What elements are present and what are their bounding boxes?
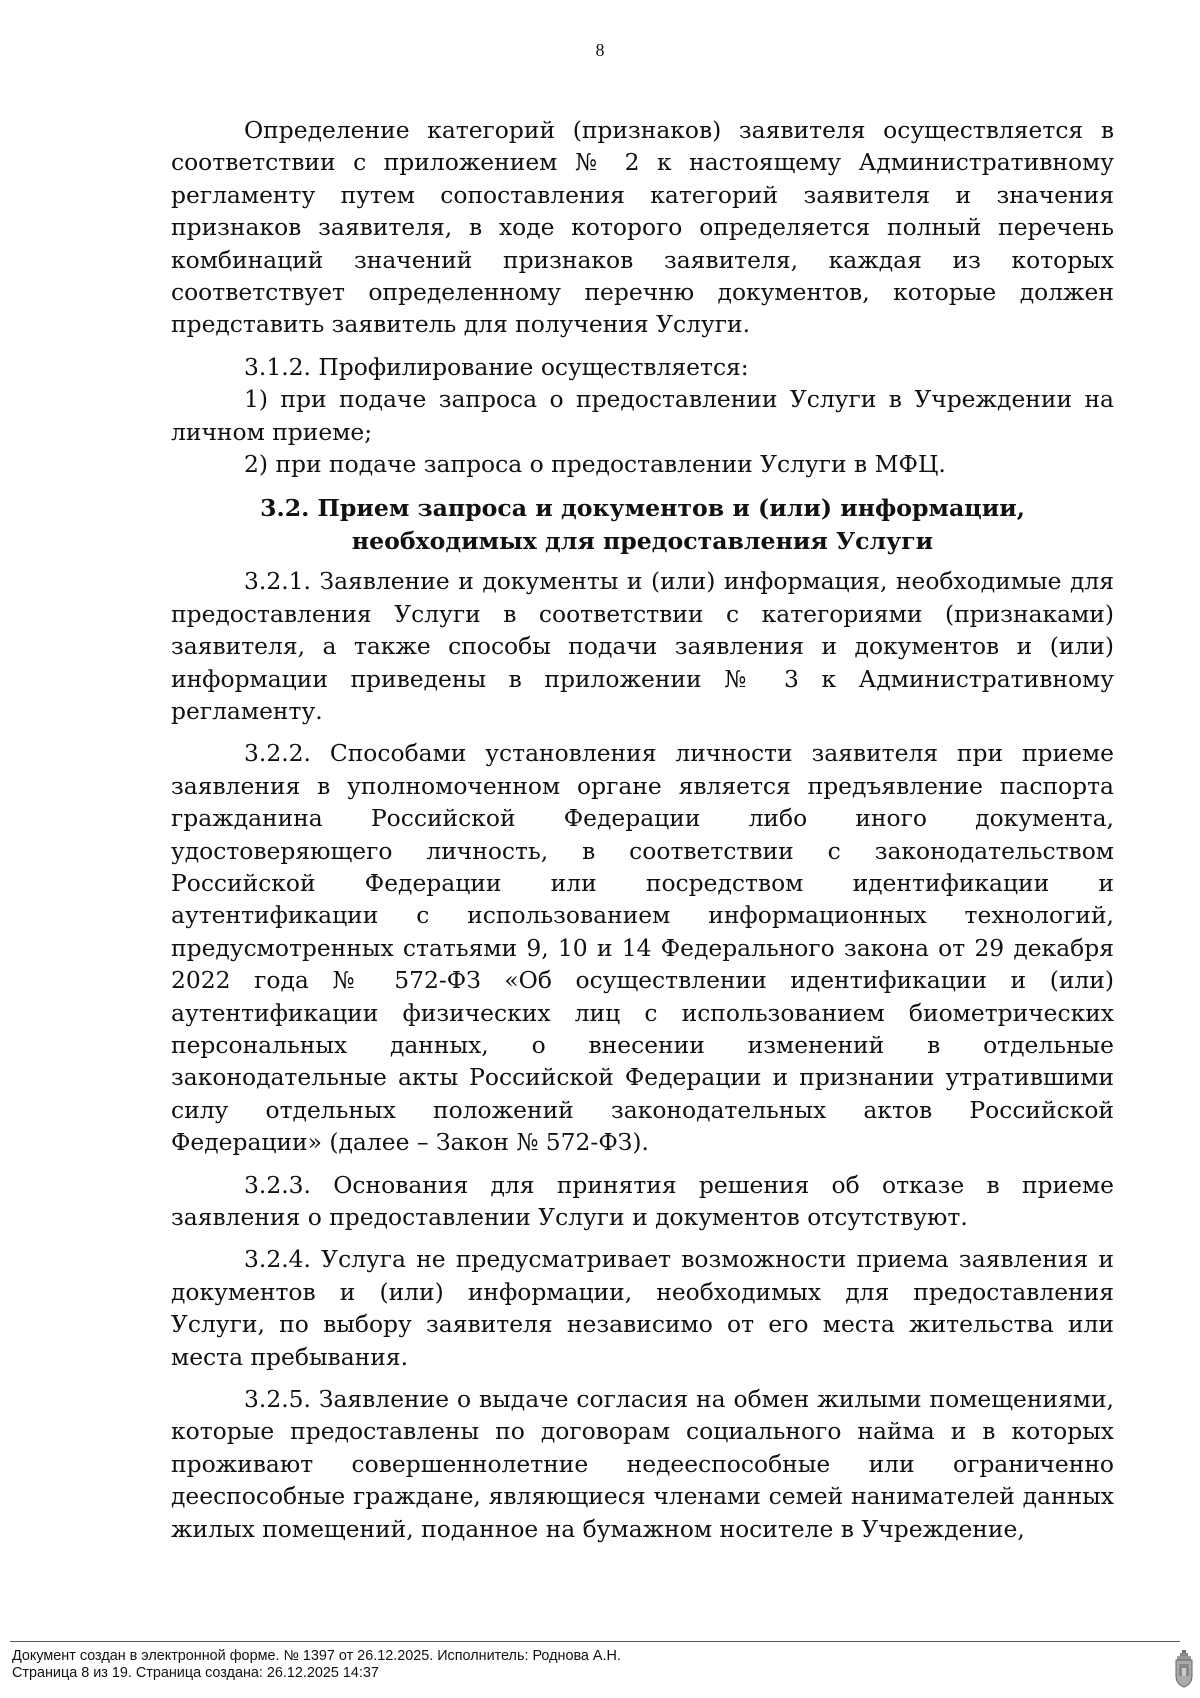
paragraph-3-2-3: 3.2.3. Основания для принятия решения об отказе в приеме заявления о предоставлении Услуги и документов отсутствуют. xyxy=(171,1170,1114,1231)
paragraph-list-item-1: 1) при подаче запроса о предоставлении Услуги в Учреждении на личном приеме; xyxy=(171,385,1114,446)
paragraph-applicant-categories: Определение категорий (признаков) заявителя осуществляется в соответствии с приложением № 2 к настоящему Административному регламенту путем сопоставления категорий заявителя и значения признаков заявителя, в ходе которого определяется полный перечень комбинаций значений признаков заявителя, каждая из которых соответствует определенному перечню документов, которые должен представить заявитель для получения Услуги. xyxy=(171,116,1114,339)
section-heading-3-2: 3.2. Прием запроса и документов и (или) информации, необходимых для предоставления Услуги xyxy=(260,494,1025,555)
paragraph-3-2-1: 3.2.1. Заявление и документы и (или) информация, необходимые для предоставления Услуги в соответствии с категориями (признаками) заявителя, а также способы подачи заявления и документов и (или) информации приведены в приложении № 3 к Административному регламенту. xyxy=(171,567,1114,725)
coat-of-arms-icon xyxy=(1174,1650,1194,1688)
document-footer xyxy=(12,1648,621,1682)
footer-divider xyxy=(10,1641,1180,1642)
paragraph-3-2-4: 3.2.4. Услуга не предусматривает возможности приема заявления и документов и (или) информации, необходимых для предоставления Услуги, по выбору заявителя независимо от его места жительства или места пребывания. xyxy=(171,1245,1114,1371)
paragraph-3-1-2: 3.1.2. Профилирование осуществляется: xyxy=(244,352,749,381)
footer-line-1: Документ создан в электронной форме. № 1397 от 26.12.2025. Исполнитель: Роднова А.Н. xyxy=(12,1648,621,1664)
page-number: 8 xyxy=(595,40,605,60)
footer-line-2: Страница 8 из 19. Страница создана: 26.12.2025 14:37 xyxy=(12,1665,379,1681)
paragraph-3-2-2: 3.2.2. Способами установления личности заявителя при приеме заявления в уполномоченном органе является предъявление паспорта гражданина Российской Федерации либо иного документа, удостоверяющего личность, в соответствии с законодательством Российской Федерации или посредством идентификации и аутентификации с использованием информационных технологий, предусмотренных статьями 9, 10 и 14 Федерального закона от 29 декабря 2022 года № 572-ФЗ «Об осуществлении идентификации и (или) аутентификации физических лиц с использованием биометрических персональных данных, о внесении изменений в отдельные законодательные акты Российской Федерации и признании утратившими силу отдельных положений законодательных актов Российской Федерации» (далее – Закон № 572-ФЗ). xyxy=(171,739,1114,1157)
paragraph-3-2-5: 3.2.5. Заявление о выдаче согласия на обмен жилыми помещениями, которые предоставлены по договорам социального найма и в которых проживают совершеннолетние недееспособные или ограниченно дееспособные граждане, являющиеся членами семей нанимателей данных жилых помещений, поданное на бумажном носителе в Учреждение, xyxy=(171,1385,1114,1543)
paragraph-list-item-2: 2) при подаче запроса о предоставлении Услуги в МФЦ. xyxy=(244,450,946,479)
document-body xyxy=(171,114,1114,1545)
